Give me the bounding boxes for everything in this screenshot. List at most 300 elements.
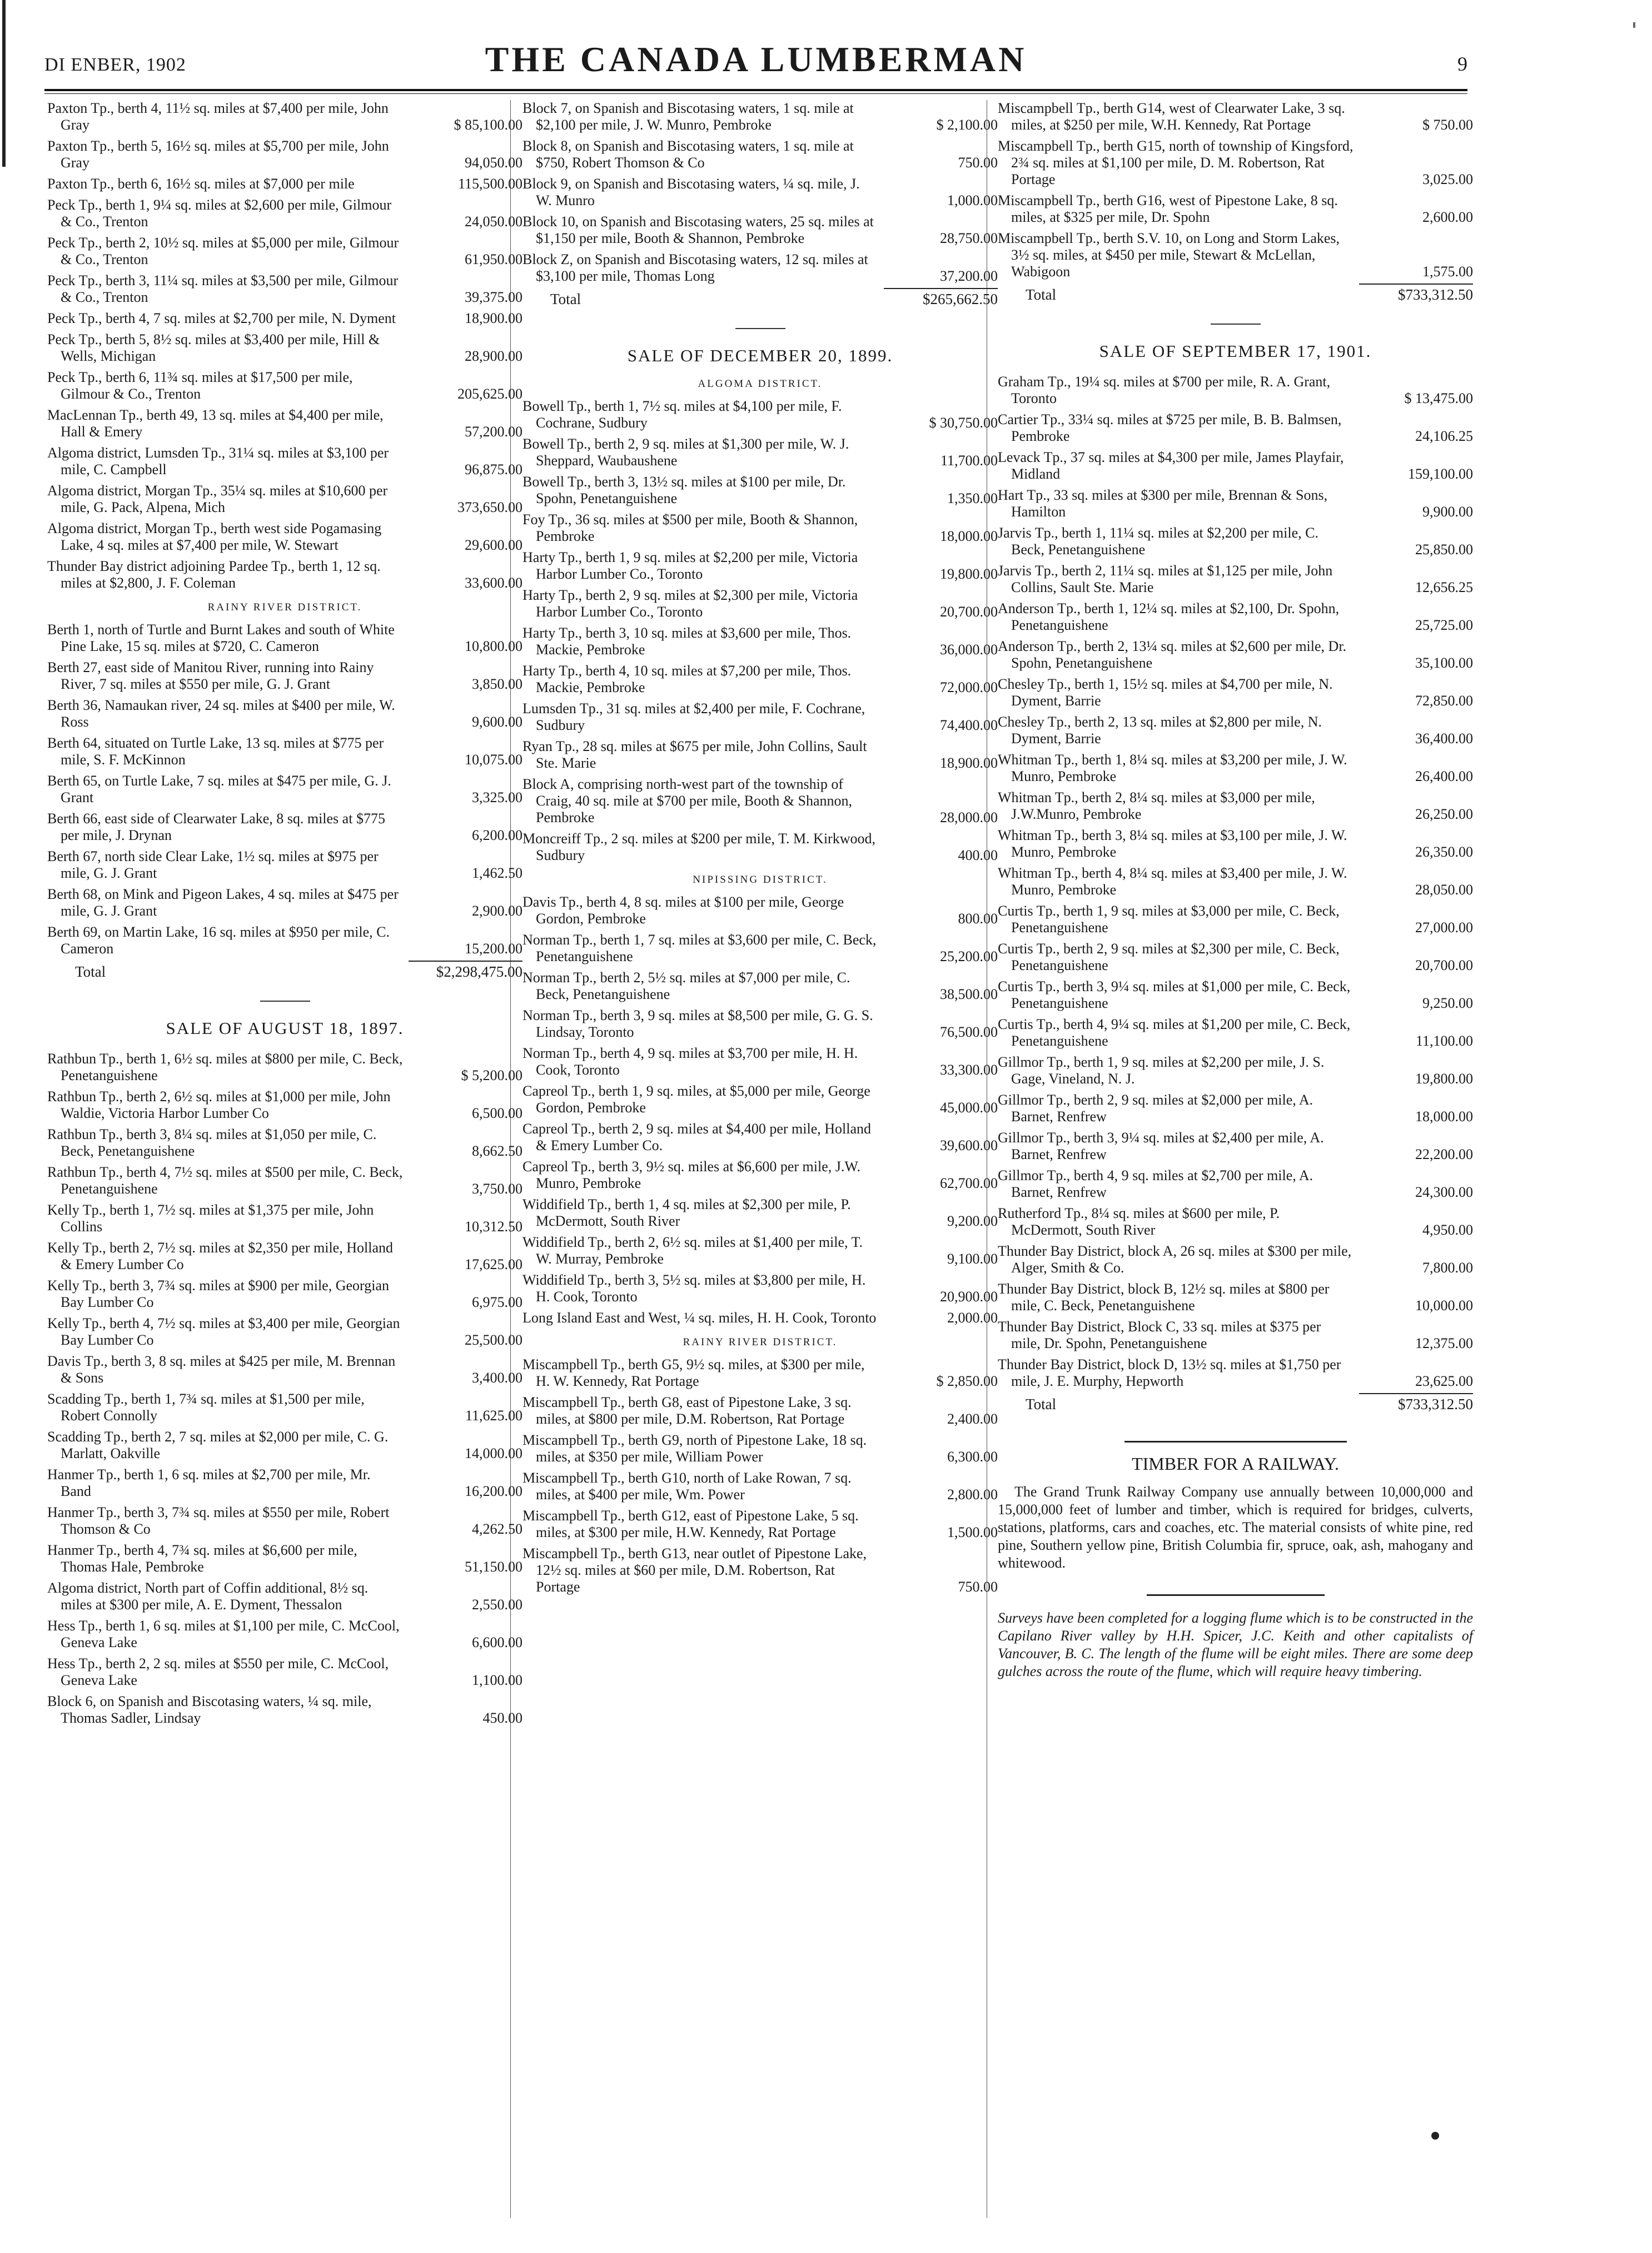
entry-description: Hanmer Tp., berth 4, 7¾ sq. miles at $6,600 per mile, Thomas Hale, Pembroke	[47, 1542, 357, 1575]
entry-amount: 12,375.00	[1415, 1335, 1473, 1351]
entry-amount: 23,625.00	[1415, 1373, 1473, 1389]
entry-description: Anderson Tp., berth 2, 13¼ sq. miles at $2,600 per mile, Dr. Spohn, Penetanguishene	[998, 638, 1347, 671]
entry-description: Algoma district, Morgan Tp., 35¼ sq. miles at $10,600 per mile, G. Pack, Alpena, Mich	[47, 483, 388, 515]
total-amount: $733,312.50	[1359, 1393, 1473, 1413]
entry-description: Thunder Bay district adjoining Pardee Tp., berth 1, 12 sq. miles at $2,800, J. F. Coleman	[47, 558, 381, 591]
entry-amount: 10,000.00	[1415, 1297, 1473, 1314]
timber-berth-entry	[523, 1045, 998, 1078]
entry-description: Curtis Tp., berth 3, 9¼ sq. miles at $1,000 per mile, C. Beck, Penetanguishene	[998, 978, 1351, 1011]
entries-list	[998, 374, 1473, 1390]
column-3	[998, 100, 1473, 1680]
entry-description: Harty Tp., berth 4, 10 sq. miles at $7,200 per mile, Thos. Mackie, Pembroke	[523, 663, 852, 695]
entry-description: Block 9, on Spanish and Biscotasing waters, ¼ sq. mile, J. W. Munro	[523, 176, 860, 208]
entry-description: Rathbun Tp., berth 3, 8¼ sq. miles at $1,050 per mile, C. Beck, Penetanguishene	[47, 1126, 377, 1159]
timber-berth-entry	[47, 848, 523, 882]
entry-description: Berth 65, on Turtle Lake, 7 sq. miles at $475 per mile, G. J. Grant	[47, 773, 391, 805]
total-label: Total	[1026, 286, 1057, 303]
entry-amount: 26,350.00	[1415, 844, 1473, 860]
total-row	[998, 286, 1473, 304]
entries-list	[523, 1356, 998, 1595]
timber-berth-entry	[47, 1429, 523, 1462]
entry-description: Miscampbell Tp., berth G14, west of Clearwater Lake, 3 sq. miles, at $250 per mile, W.H. Kennedy, Rat Portage	[998, 100, 1345, 133]
timber-berth-entry	[998, 449, 1473, 483]
entry-amount: 22,200.00	[1415, 1146, 1473, 1162]
total-amount: $733,312.50	[1359, 284, 1473, 304]
entry-description: Rathbun Tp., berth 4, 7½ sq. miles at $500 per mile, C. Beck, Penetanguishene	[47, 1164, 403, 1197]
entry-description: Algoma district, North part of Coffin additional, 8½ sq. miles at $300 per mile, A. E. Dyment, Thessalon	[47, 1580, 369, 1613]
entry-description: Peck Tp., berth 5, 8½ sq. miles at $3,400 per mile, Hill & Wells, Michigan	[47, 331, 380, 364]
entry-description: Whitman Tp., berth 2, 8¼ sq. miles at $3,000 per mile, J.W.Munro, Pembroke	[998, 789, 1315, 822]
timber-berth-entry	[47, 1277, 523, 1311]
entry-description: Curtis Tp., berth 4, 9¼ sq. miles at $1,200 per mile, C. Beck, Penetanguishene	[998, 1016, 1351, 1049]
timber-berth-entry	[998, 676, 1473, 709]
timber-berth-entry	[47, 445, 523, 478]
entry-description: Long Island East and West, ¼ sq. miles, H. H. Cook, Toronto	[523, 1310, 877, 1326]
timber-berth-entry	[523, 1508, 998, 1541]
page-number: 9	[1457, 53, 1467, 75]
timber-berth-entry	[47, 369, 523, 402]
entry-description: Miscampbell Tp., berth G12, east of Pipestone Lake, 5 sq. miles, at $300 per mile, H.W. Kennedy, Rat Portage	[523, 1508, 859, 1540]
entry-description: Whitman Tp., berth 4, 8¼ sq. miles at $3,400 per mile, J. W. Munro, Pembroke	[998, 865, 1347, 898]
timber-berth-entry	[523, 1470, 998, 1503]
entry-amount: 39,600.00	[940, 1137, 998, 1153]
entry-description: Davis Tp., berth 4, 8 sq. miles at $100 per mile, George Gordon, Pembroke	[523, 894, 844, 927]
timber-berth-entry	[47, 735, 523, 768]
entry-amount: 6,600.00	[472, 1634, 523, 1650]
entries-list	[523, 398, 998, 864]
entry-amount: 3,850.00	[472, 676, 523, 692]
timber-berth-entry	[523, 100, 998, 133]
article-title: TIMBER FOR A RAILWAY.	[998, 1441, 1473, 1474]
timber-berth-entry	[47, 272, 523, 306]
entry-amount: 28,050.00	[1415, 882, 1473, 898]
entry-amount: 9,100.00	[947, 1251, 998, 1267]
entry-description: Scadding Tp., berth 2, 7 sq. miles at $2,000 per mile, C. G. Marlatt, Oakville	[47, 1429, 389, 1461]
entry-amount: 33,300.00	[940, 1062, 998, 1078]
timber-berth-entry	[998, 411, 1473, 445]
entry-amount: 25,850.00	[1415, 541, 1473, 558]
timber-berth-entry	[47, 1202, 523, 1235]
entries-list	[47, 100, 523, 591]
entries-list	[998, 100, 1473, 280]
timber-berth-entry	[523, 1272, 998, 1305]
entry-description: Miscampbell Tp., berth G16, west of Pipestone Lake, 8 sq. miles, at $325 per mile, Dr. Spohn	[998, 192, 1338, 225]
timber-berth-entry	[523, 1196, 998, 1230]
total-label: Total	[75, 963, 106, 980]
total-row	[47, 963, 523, 981]
entry-amount: 24,300.00	[1415, 1184, 1473, 1200]
timber-berth-entry	[47, 1466, 523, 1500]
entry-amount: 18,000.00	[940, 528, 998, 544]
entry-amount: 2,400.00	[947, 1411, 998, 1427]
entry-amount: 2,000.00	[947, 1310, 998, 1326]
entry-description: Bowell Tp., berth 1, 7½ sq. miles at $4,100 per mile, F. Cochrane, Sudbury	[523, 398, 842, 431]
entry-description: Jarvis Tp., berth 1, 11¼ sq. miles at $2,200 per mile, C. Beck, Penetanguishene	[998, 525, 1318, 558]
page-speck	[1633, 22, 1635, 28]
entry-description: Bowell Tp., berth 3, 13½ sq. miles at $100 per mile, Dr. Spohn, Penetanguishene	[523, 474, 846, 506]
entry-amount: 10,075.00	[465, 752, 523, 768]
entry-description: Block 6, on Spanish and Biscotasing waters, ¼ sq. mile, Thomas Sadler, Lindsay	[47, 1693, 372, 1726]
timber-berth-entry	[523, 738, 998, 772]
timber-berth-entry	[523, 1356, 998, 1390]
entry-description: Hanmer Tp., berth 1, 6 sq. miles at $2,700 per mile, Mr. Band	[47, 1466, 371, 1499]
entry-description: Moncreiff Tp., 2 sq. miles at $200 per mile, T. M. Kirkwood, Sudbury	[523, 830, 875, 863]
entry-description: Harty Tp., berth 3, 10 sq. miles at $3,600 per mile, Thos. Mackie, Pembroke	[523, 625, 852, 658]
timber-berth-entry	[47, 176, 523, 192]
entry-amount: 6,200.00	[472, 827, 523, 843]
entry-description: Norman Tp., berth 1, 7 sq. miles at $3,600 per mile, C. Beck, Penetanguishene	[523, 932, 877, 964]
timber-berth-entry	[998, 865, 1473, 898]
entry-amount: 115,500.00	[457, 176, 523, 192]
entry-amount: 14,000.00	[465, 1445, 523, 1461]
entry-amount: 800.00	[958, 911, 998, 927]
entry-amount: 72,000.00	[940, 679, 998, 695]
timber-berth-entry	[47, 197, 523, 230]
entries-list	[523, 100, 998, 285]
entry-amount: 10,312.50	[465, 1218, 523, 1235]
entry-amount: 12,656.25	[1415, 579, 1473, 595]
timber-berth-entry	[47, 1693, 523, 1727]
timber-berth-entry	[523, 1310, 998, 1326]
entry-description: Davis Tp., berth 3, 8 sq. miles at $425 per mile, M. Brennan & Sons	[47, 1353, 396, 1386]
entry-amount: $ 13,475.00	[1404, 390, 1473, 406]
entry-amount: 2,550.00	[472, 1597, 523, 1613]
entry-amount: 1,000.00	[947, 192, 998, 208]
entry-amount: 94,050.00	[465, 155, 523, 171]
entry-amount: 76,500.00	[940, 1024, 998, 1040]
entry-amount: $ 2,100.00	[936, 117, 998, 133]
timber-berth-entry	[47, 1051, 523, 1084]
timber-berth-entry	[523, 1234, 998, 1267]
entry-description: Kelly Tp., berth 2, 7½ sq. miles at $2,350 per mile, Holland & Emery Lumber Co	[47, 1240, 393, 1272]
timber-berth-entry	[47, 1580, 523, 1613]
entry-amount: 6,500.00	[472, 1105, 523, 1121]
timber-berth-entry	[47, 1088, 523, 1122]
entry-amount: 37,200.00	[940, 268, 998, 284]
entry-description: Miscampbell Tp., berth G13, near outlet of Pipestone Lake, 12½ sq. miles at $60 per mile, D.M. Robertson, Rat Portage	[523, 1545, 867, 1595]
timber-berth-entry	[998, 903, 1473, 936]
entry-amount: 28,750.00	[940, 230, 998, 246]
entry-description: Norman Tp., berth 3, 9 sq. miles at $8,500 per mile, G. G. S. Lindsay, Toronto	[523, 1007, 873, 1040]
entry-description: Chesley Tp., berth 1, 15½ sq. miles at $4,700 per mile, N. Dyment, Barrie	[998, 676, 1333, 709]
entry-amount: 25,200.00	[940, 948, 998, 964]
masthead	[44, 39, 1467, 89]
timber-berth-entry	[998, 789, 1473, 823]
entry-description: Berth 69, on Martin Lake, 16 sq. miles at $950 per mile, C. Cameron	[47, 924, 390, 957]
timber-berth-entry	[47, 697, 523, 730]
entry-amount: 38,500.00	[940, 986, 998, 1002]
timber-berth-entry	[523, 700, 998, 734]
district-heading: RAINY RIVER DISTRICT.	[207, 601, 362, 613]
timber-berth-entry	[523, 398, 998, 431]
entry-description: Block 7, on Spanish and Biscotasing waters, 1 sq. mile at $2,100 per mile, J. W. Munro, Pembroke	[523, 100, 854, 133]
timber-berth-entry	[523, 1007, 998, 1041]
entry-amount: 26,250.00	[1415, 806, 1473, 822]
timber-berth-entry	[523, 251, 998, 285]
entry-amount: 17,625.00	[465, 1256, 523, 1272]
entry-amount: 1,462.50	[472, 865, 523, 881]
entry-amount: 373,650.00	[457, 499, 523, 515]
entry-description: Algoma district, Morgan Tp., berth west side Pogamasing Lake, 4 sq. miles at $7,400 per mile, W. Stewart	[47, 520, 382, 553]
entry-amount: $ 5,200.00	[461, 1067, 523, 1083]
entry-description: Block Z, on Spanish and Biscotasing waters, 12 sq. miles at $3,100 per mile, Thomas Long	[523, 251, 868, 284]
timber-berth-entry	[523, 663, 998, 696]
timber-berth-entry	[47, 1655, 523, 1689]
entry-amount: 19,800.00	[1415, 1071, 1473, 1087]
entry-description: Whitman Tp., berth 1, 8¼ sq. miles at $3,200 per mile, J. W. Munro, Pembroke	[998, 752, 1347, 784]
entry-description: Paxton Tp., berth 4, 11½ sq. miles at $7,400 per mile, John Gray	[47, 100, 389, 133]
timber-berth-entry	[47, 1164, 523, 1197]
timber-berth-entry	[47, 100, 523, 133]
entry-amount: 19,800.00	[940, 566, 998, 582]
entry-amount: $ 85,100.00	[454, 117, 523, 133]
timber-berth-entry	[47, 810, 523, 844]
sale-heading: SALE OF DECEMBER 20, 1899.	[523, 328, 998, 366]
entry-description: Thunder Bay District, block D, 13½ sq. miles at $1,750 per mile, J. E. Murphy, Hepworth	[998, 1356, 1341, 1389]
timber-berth-entry	[998, 1054, 1473, 1087]
timber-berth-entry	[998, 941, 1473, 974]
timber-berth-entry	[998, 978, 1473, 1012]
entry-description: Block A, comprising north-west part of the township of Craig, 40 sq. mile at $700 per mile, Booth & Shannon, Pembroke	[523, 776, 853, 825]
total-amount: $2,298,475.00	[409, 961, 523, 981]
entry-amount: 6,300.00	[947, 1449, 998, 1465]
entry-description: Whitman Tp., berth 3, 8¼ sq. miles at $3,100 per mile, J. W. Munro, Pembroke	[998, 827, 1347, 860]
entry-amount: $ 30,750.00	[929, 415, 998, 431]
timber-berth-entry	[998, 138, 1473, 188]
entry-amount: 9,600.00	[472, 714, 523, 730]
entry-amount: 2,800.00	[947, 1486, 998, 1503]
timber-berth-entry	[998, 714, 1473, 747]
timber-berth-entry	[47, 659, 523, 693]
entry-description: Capreol Tp., berth 1, 9 sq. miles, at $5,000 per mile, George Gordon, Pembroke	[523, 1083, 870, 1116]
timber-berth-entry	[998, 100, 1473, 133]
entry-description: Block 8, on Spanish and Biscotasing waters, 1 sq. mile at $750, Robert Thomson & Co	[523, 138, 854, 171]
district-heading: RAINY RIVER DISTRICT.	[683, 1336, 838, 1348]
entry-description: Graham Tp., 19¼ sq. miles at $700 per mile, R. A. Grant, Toronto	[998, 374, 1331, 406]
entry-description: Capreol Tp., berth 3, 9½ sq. miles at $6,600 per mile, J.W. Munro, Pembroke	[523, 1158, 861, 1191]
entry-amount: 2,900.00	[472, 903, 523, 919]
sale-heading: SALE OF SEPTEMBER 17, 1901.	[998, 324, 1473, 361]
entry-description: Thunder Bay District, Block C, 33 sq. miles at $375 per mile, Dr. Spohn, Penetanguishene	[998, 1319, 1321, 1351]
entry-description: Cartier Tp., 33¼ sq. miles at $725 per mile, B. B. Balmsen, Pembroke	[998, 411, 1342, 444]
entry-amount: 205,625.00	[457, 386, 523, 402]
timber-berth-entry	[47, 1391, 523, 1424]
entry-description: Norman Tp., berth 4, 9 sq. miles at $3,700 per mile, H. H. Cook, Toronto	[523, 1045, 858, 1078]
entry-description: Miscampbell Tp., berth G9, north of Pipestone Lake, 18 sq. miles, at $350 per mile, William Power	[523, 1432, 867, 1465]
timber-berth-entry	[523, 138, 998, 171]
timber-berth-entry	[523, 1121, 998, 1154]
entry-description: Widdifield Tp., berth 3, 5½ sq. miles at $3,800 per mile, H. H. Cook, Toronto	[523, 1272, 866, 1305]
timber-berth-entry	[998, 192, 1473, 226]
timber-berth-entry	[998, 1016, 1473, 1050]
entry-description: Thunder Bay District, block A, 26 sq. miles at $300 per mile, Alger, Smith & Co.	[998, 1243, 1352, 1276]
entry-description: Harty Tp., berth 2, 9 sq. miles at $2,300 per mile, Victoria Harbor Lumber Co., Toronto	[523, 587, 858, 620]
entry-amount: 36,000.00	[940, 641, 998, 658]
entry-description: Paxton Tp., berth 5, 16½ sq. miles at $5,700 per mile, John Gray	[47, 138, 389, 171]
entry-description: MacLennan Tp., berth 49, 13 sq. miles at $4,400 per mile, Hall & Emery	[47, 407, 384, 440]
entry-description: Hess Tp., berth 2, 2 sq. miles at $550 per mile, C. McCool, Geneva Lake	[47, 1655, 389, 1688]
newspaper-title: THE CANADA LUMBERMAN	[485, 39, 1027, 79]
timber-berth-entry	[998, 563, 1473, 596]
entry-amount: 750.00	[958, 1579, 998, 1595]
entry-description: Gillmor Tp., berth 1, 9 sq. miles at $2,200 per mile, J. S. Gage, Vineland, N. J.	[998, 1054, 1325, 1087]
timber-berth-entry	[47, 1504, 523, 1538]
entry-amount: 51,150.00	[465, 1559, 523, 1575]
entry-amount: 1,575.00	[1422, 263, 1473, 280]
entry-amount: 62,700.00	[940, 1175, 998, 1191]
page-edge-mark	[2, 0, 6, 167]
entry-description: Chesley Tp., berth 2, 13 sq. miles at $2,800 per mile, N. Dyment, Barrie	[998, 714, 1322, 747]
entry-amount: 28,900.00	[465, 348, 523, 364]
entry-amount: 20,900.00	[940, 1289, 998, 1305]
printer-dot	[1431, 2132, 1439, 2140]
timber-berth-entry	[47, 310, 523, 327]
entry-amount: 16,200.00	[465, 1483, 523, 1499]
timber-berth-entry	[47, 773, 523, 806]
timber-berth-entry	[523, 474, 998, 507]
timber-berth-entry	[47, 1126, 523, 1160]
entry-amount: 25,500.00	[465, 1332, 523, 1348]
timber-berth-entry	[998, 752, 1473, 785]
article-paragraph: Surveys have been completed for a logging flume which is to be constructed in the Capilano River valley by H.H. Spicer, J.C. Keith and other capitalists of Vancouver, B. C. The length of the flume will be eight miles. There are some deep gulches across the route of the flume, which will require heavy timbering.	[998, 1594, 1473, 1680]
entry-amount: 74,400.00	[940, 717, 998, 733]
entry-description: Lumsden Tp., 31 sq. miles at $2,400 per mile, F. Cochrane, Sudbury	[523, 700, 865, 733]
entry-description: Widdifield Tp., berth 1, 4 sq. miles at $2,300 per mile, P. McDermott, South River	[523, 1196, 851, 1229]
entry-amount: 7,800.00	[1422, 1260, 1473, 1276]
entry-amount: 72,850.00	[1415, 693, 1473, 709]
timber-berth-entry	[998, 374, 1473, 407]
entry-amount: 750.00	[958, 155, 998, 171]
entry-amount: 27,000.00	[1415, 919, 1473, 936]
district-heading: ALGOMA DISTRICT.	[698, 378, 823, 390]
entry-amount: 1,100.00	[472, 1672, 523, 1688]
timber-berth-entry	[523, 932, 998, 965]
entry-amount: 20,700.00	[1415, 957, 1473, 973]
entry-description: Miscampbell Tp., berth S.V. 10, on Long and Storm Lakes, 3½ sq. miles, at $450 per mile, Stewart & McLellan, Wabigoon	[998, 230, 1340, 280]
article-paragraph: The Grand Trunk Railway Company use annually between 10,000,000 and 15,000,000 feet of lumber and timber, which is required for bridges, culverts, stations, platforms, cars and coaches, etc. The material consists of white pine, red pine, Southern yellow pine, British Columbia fir, spruce, oak, ash, mahogany and whitewood.	[998, 1484, 1473, 1571]
entry-description: Berth 36, Namaukan river, 24 sq. miles at $400 per mile, W. Ross	[47, 697, 395, 730]
timber-berth-entry	[998, 1167, 1473, 1201]
entry-description: Miscampbell Tp., berth G15, north of township of Kingsford, 2¾ sq. miles at $1,100 per mile, D. M. Robertson, Rat Portage	[998, 138, 1354, 187]
entry-amount: 24,106.25	[1415, 428, 1473, 444]
entry-amount: 15,200.00	[465, 941, 523, 957]
entry-description: Rathbun Tp., berth 1, 6½ sq. miles at $800 per mile, C. Beck, Penetanguishene	[47, 1051, 403, 1083]
entry-amount: 450.00	[482, 1710, 523, 1726]
entry-description: Capreol Tp., berth 2, 9 sq. miles at $4,400 per mile, Holland & Emery Lumber Co.	[523, 1121, 872, 1153]
timber-berth-entry	[523, 894, 998, 927]
timber-berth-entry	[523, 587, 998, 620]
entry-amount: 4,950.00	[1422, 1222, 1473, 1238]
entry-description: Scadding Tp., berth 1, 7¾ sq. miles at $1,500 per mile, Robert Connolly	[47, 1391, 365, 1424]
entry-description: Kelly Tp., berth 4, 7½ sq. miles at $3,400 per mile, Georgian Bay Lumber Co	[47, 1315, 400, 1348]
timber-berth-entry	[47, 621, 523, 655]
entry-amount: 11,625.00	[465, 1407, 523, 1424]
entry-description: Widdifield Tp., berth 2, 6½ sq. miles at $1,400 per mile, T. W. Murray, Pembroke	[523, 1234, 863, 1267]
column-2	[523, 100, 998, 1600]
timber-berth-entry	[47, 1240, 523, 1273]
entry-description: Bowell Tp., berth 2, 9 sq. miles at $1,300 per mile, W. J. Sheppard, Waubaushene	[523, 436, 849, 469]
entry-description: Anderson Tp., berth 1, 12¼ sq. miles at $2,100, Dr. Spohn, Penetanguishene	[998, 600, 1340, 633]
entry-description: Peck Tp., berth 6, 11¾ sq. miles at $17,500 per mile, Gilmour & Co., Trenton	[47, 369, 353, 402]
entry-amount: 2,600.00	[1422, 209, 1473, 225]
entry-amount: 10,800.00	[465, 638, 523, 654]
entry-amount: 35,100.00	[1415, 655, 1473, 671]
entry-amount: 25,725.00	[1415, 617, 1473, 633]
timber-berth-entry	[998, 1130, 1473, 1163]
timber-berth-entry	[523, 625, 998, 658]
total-label: Total	[550, 291, 581, 307]
timber-berth-entry	[523, 436, 998, 469]
column-1	[47, 100, 523, 1731]
entry-amount: 1,350.00	[947, 490, 998, 506]
entry-description: Hart Tp., 33 sq. miles at $300 per mile, Brennan & Sons, Hamilton	[998, 487, 1328, 520]
timber-berth-entry	[47, 886, 523, 919]
entry-description: Berth 27, east side of Manitou River, running into Rainy River, 7 sq. miles at $550 per mile, G. J. Grant	[47, 659, 374, 692]
entry-amount: 1,500.00	[947, 1524, 998, 1540]
timber-berth-entry	[998, 1205, 1473, 1239]
entry-description: Rutherford Tp., 8¼ sq. miles at $600 per mile, P. McDermott, South River	[998, 1205, 1280, 1238]
timber-berth-entry	[47, 235, 523, 268]
entry-description: Foy Tp., 36 sq. miles at $500 per mile, Booth & Shannon, Pembroke	[523, 511, 858, 544]
entry-amount: 36,400.00	[1415, 730, 1473, 747]
timber-berth-entry	[998, 1356, 1473, 1390]
timber-berth-entry	[998, 525, 1473, 558]
entry-amount: 6,975.00	[472, 1294, 523, 1310]
timber-berth-entry	[998, 487, 1473, 520]
timber-berth-entry	[523, 176, 998, 209]
sale-heading: SALE OF AUGUST 18, 1897.	[47, 1001, 523, 1038]
entry-description: Norman Tp., berth 2, 5½ sq. miles at $7,000 per mile, C. Beck, Penetanguishene	[523, 969, 850, 1002]
entry-description: Kelly Tp., berth 3, 7¾ sq. miles at $900 per mile, Georgian Bay Lumber Co	[47, 1277, 389, 1310]
entry-description: Paxton Tp., berth 6, 16½ sq. miles at $7,000 per mile	[47, 176, 355, 192]
timber-berth-entry	[47, 331, 523, 365]
entry-amount: 18,900.00	[465, 310, 523, 326]
entry-amount: 11,100.00	[1415, 1033, 1473, 1049]
entry-description: Miscampbell Tp., berth G10, north of Lake Rowan, 7 sq. miles, at $400 per mile, Wm. Power	[523, 1470, 852, 1503]
entry-description: Gillmor Tp., berth 2, 9 sq. miles at $2,000 per mile, A. Barnet, Renfrew	[998, 1092, 1313, 1125]
total-row	[523, 290, 998, 308]
timber-berth-entry	[47, 558, 523, 591]
masthead-rule	[44, 89, 1467, 91]
district-heading: NIPISSING DISTRICT.	[693, 874, 828, 886]
entry-amount: 3,325.00	[472, 789, 523, 805]
entry-amount: 8,662.50	[472, 1143, 523, 1159]
entry-description: Hess Tp., berth 1, 6 sq. miles at $1,100 per mile, C. McCool, Geneva Lake	[47, 1618, 400, 1650]
entry-description: Berth 64, situated on Turtle Lake, 13 sq. miles at $775 per mile, S. F. McKinnon	[47, 735, 384, 768]
issue-date: DI ENBER, 1902	[44, 54, 186, 75]
timber-berth-entry	[47, 138, 523, 171]
timber-berth-entry	[47, 1353, 523, 1386]
timber-berth-entry	[47, 407, 523, 440]
timber-berth-entry	[998, 638, 1473, 672]
entry-description: Ryan Tp., 28 sq. miles at $675 per mile, John Collins, Sault Ste. Marie	[523, 738, 867, 771]
timber-berth-entry	[523, 830, 998, 864]
entries-list	[47, 621, 523, 957]
entry-description: Rathbun Tp., berth 2, 6½ sq. miles at $1,000 per mile, John Waldie, Victoria Harbor Lumber Co	[47, 1088, 391, 1121]
timber-berth-entry	[523, 1158, 998, 1192]
entry-description: Kelly Tp., berth 1, 7½ sq. miles at $1,375 per mile, John Collins	[47, 1202, 374, 1235]
entry-amount: $ 2,850.00	[936, 1373, 998, 1389]
entry-description: Curtis Tp., berth 2, 9 sq. miles at $2,300 per mile, C. Beck, Penetanguishene	[998, 941, 1340, 973]
total-label: Total	[1026, 1396, 1057, 1413]
entry-description: Peck Tp., berth 2, 10½ sq. miles at $5,000 per mile, Gilmour & Co., Trenton	[47, 235, 399, 267]
entry-description: Peck Tp., berth 4, 7 sq. miles at $2,700 per mile, N. Dyment	[47, 310, 396, 326]
entry-amount: 400.00	[958, 847, 998, 863]
entry-description: Curtis Tp., berth 1, 9 sq. miles at $3,000 per mile, C. Beck, Penetanguishene	[998, 903, 1340, 936]
entry-description: Berth 68, on Mink and Pigeon Lakes, 4 sq. miles at $475 per mile, G. J. Grant	[47, 886, 399, 919]
entry-amount: 3,400.00	[472, 1370, 523, 1386]
entries-list	[523, 894, 998, 1326]
